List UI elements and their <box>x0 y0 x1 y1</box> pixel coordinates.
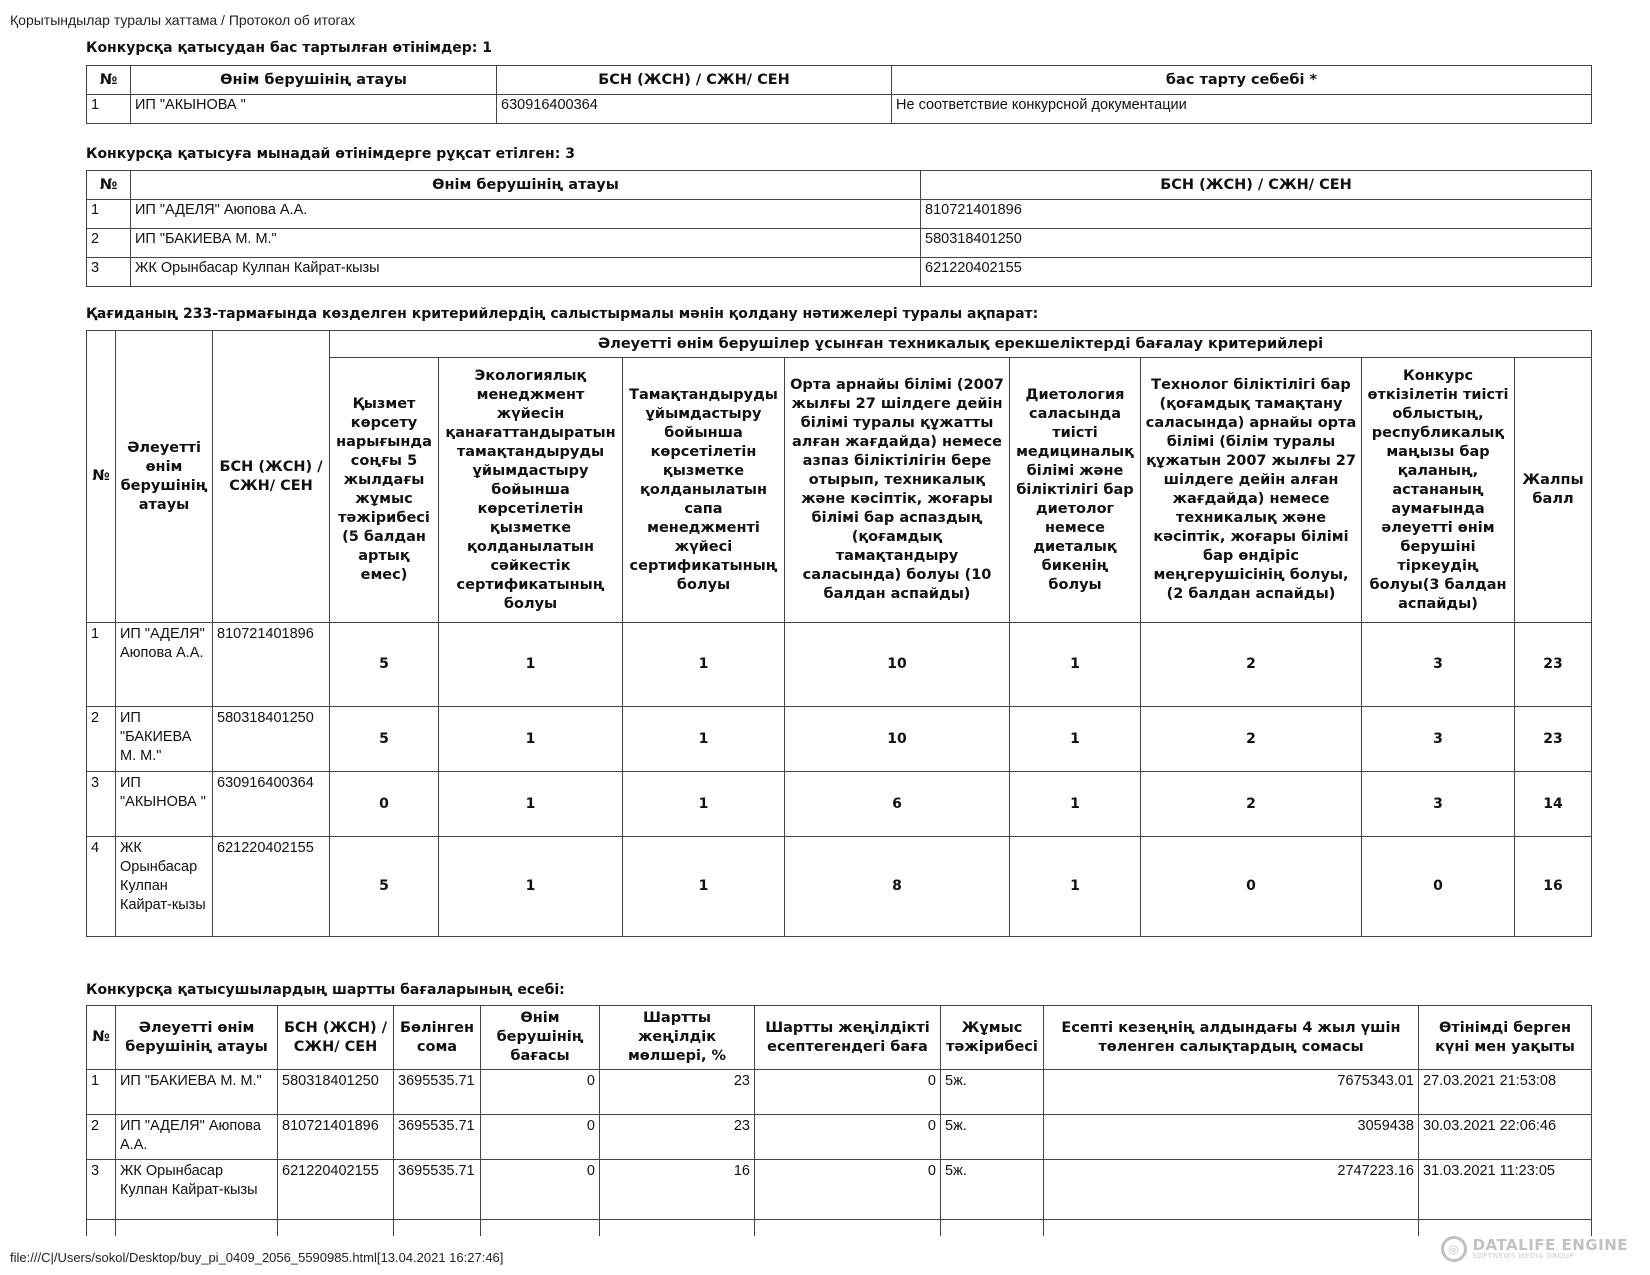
cell-no: 3 <box>87 258 131 287</box>
cell-bin: 630916400364 <box>497 95 892 124</box>
cell-submitted-at: 27.03.2021 21:53:08 <box>1419 1070 1592 1115</box>
cell-bin: 810721401896 <box>921 200 1592 229</box>
cell-score: 1 <box>439 772 623 837</box>
column-header: БСН (ЖСН) / СЖН/ СЕН <box>921 171 1592 200</box>
cell-name: ИП "АДЕЛЯ" Аюпова А.А. <box>131 200 921 229</box>
cell-score: 1 <box>623 623 785 707</box>
cell-no: 4 <box>87 837 116 937</box>
cell-bin: 621220402155 <box>213 837 330 937</box>
cell-taxes-paid: 2747223.16 <box>1044 1160 1419 1220</box>
cell-score: 1 <box>623 707 785 772</box>
column-header: Бөлінген сома <box>394 1006 481 1070</box>
cell-supplier-price: 0 <box>481 1070 600 1115</box>
cell-no: 1 <box>87 200 131 229</box>
column-header-criterion: Диетология саласында тиісті медициналық білімі және біліктілігі бар диетолог немесе диеталық бикенің болуы <box>1010 358 1141 623</box>
column-header: Шартты жеңілдік мөлшері, % <box>600 1006 755 1070</box>
table-header-row <box>87 1006 1592 1070</box>
table-row <box>87 95 1592 124</box>
cell-name: ИП "БАКИЕВА М. М." <box>116 707 213 772</box>
cell-name: ИП "АКЫНОВА " <box>116 772 213 837</box>
cell-taxes-paid: 3059438 <box>1044 1115 1419 1160</box>
column-header: Өтінімді берген күні мен уақыты <box>1419 1006 1592 1070</box>
cell-no: 1 <box>87 1070 116 1115</box>
empty-cell <box>755 1220 941 1237</box>
column-header: Есепті кезеңнің алдындағы 4 жыл үшін төленген салықтардың сомасы <box>1044 1006 1419 1070</box>
column-header: Өнім берушінің бағасы <box>481 1006 600 1070</box>
table-row <box>87 707 1592 772</box>
cell-score: 2 <box>1141 772 1362 837</box>
cell-total: 14 <box>1515 772 1592 837</box>
empty-cell <box>87 1220 116 1237</box>
cell-no: 2 <box>87 229 131 258</box>
criteria-group-header: Әлеуетті өнім берушілер ұсынған техникалық ерекшеліктерді бағалау критерийлері <box>330 331 1592 358</box>
empty-cell <box>1044 1220 1419 1237</box>
cell-bin: 580318401250 <box>278 1070 394 1115</box>
cell-bin: 621220402155 <box>921 258 1592 287</box>
page-header-title: Қорытындылар туралы хаттама / Протокол об итогах <box>10 12 356 28</box>
column-header: Шартты жеңілдікті есептегендегі баға <box>755 1006 941 1070</box>
empty-cell <box>394 1220 481 1237</box>
watermark-text <box>1473 1238 1628 1260</box>
cell-name: ЖК Орынбасар Кулпан Кайрат-кызы <box>116 1160 278 1220</box>
column-header-criterion: Конкурс өткізілетін тиісті облыстың, республикалық маңызы бар қаланың, астананың аумағында әлеуетті өнім берушіні тіркеудің болуы(3 балдан аспайды) <box>1362 358 1515 623</box>
cell-score: 5 <box>330 707 439 772</box>
table-header-row <box>87 171 1592 200</box>
cell-score: 8 <box>785 837 1010 937</box>
cell-score: 1 <box>1010 707 1141 772</box>
column-header-criterion: Қызмет көрсету нарығында соңғы 5 жылдағы жұмыс тәжірибесі (5 балдан артық емес) <box>330 358 439 623</box>
table-row <box>87 258 1592 287</box>
table-row <box>87 1115 1592 1160</box>
criteria-table <box>86 330 1592 937</box>
cell-score: 1 <box>439 837 623 937</box>
datalife-logo-icon: ◎ <box>1441 1236 1467 1262</box>
admitted-table <box>86 170 1592 287</box>
cell-allocated-sum: 3695535.71 <box>394 1070 481 1115</box>
empty-cell <box>941 1220 1044 1237</box>
column-header: БСН (ЖСН) / СЖН/ СЕН <box>497 66 892 95</box>
cell-allocated-sum: 3695535.71 <box>394 1115 481 1160</box>
cell-score: 1 <box>623 837 785 937</box>
table-row <box>87 1160 1592 1220</box>
column-header-name: Әлеуетті өнім берушінің атауы <box>116 331 213 623</box>
cell-bin: 630916400364 <box>213 772 330 837</box>
column-header-criterion: Экологиялық менеджмент жүйесін қанағаттандыратын тамақтандыруды ұйымдастыру бойынша көрсетілетін қызметке қолданылатын сәйкестік сертификатының болуы <box>439 358 623 623</box>
table-header-row <box>87 331 1592 358</box>
watermark-main-text: DATALIFE ENGINE <box>1472 1236 1628 1254</box>
prices-table <box>86 1005 1592 1236</box>
cell-score: 3 <box>1362 772 1515 837</box>
cell-no: 1 <box>87 95 131 124</box>
cell-total: 23 <box>1515 707 1592 772</box>
cell-discounted-price: 0 <box>755 1070 941 1115</box>
cell-submitted-at: 30.03.2021 22:06:46 <box>1419 1115 1592 1160</box>
cell-score: 6 <box>785 772 1010 837</box>
cell-score: 0 <box>330 772 439 837</box>
cell-name: ЖК Орынбасар Кулпан Кайрат-кызы <box>131 258 921 287</box>
column-header-total: Жалпы балл <box>1515 358 1592 623</box>
cell-no: 2 <box>87 1115 116 1160</box>
cell-name: ЖК Орынбасар Кулпан Кайрат-кызы <box>116 837 213 937</box>
table-row-continuation <box>87 1220 1592 1237</box>
empty-cell <box>1419 1220 1592 1237</box>
cell-score: 3 <box>1362 623 1515 707</box>
cell-taxes-paid: 7675343.01 <box>1044 1070 1419 1115</box>
column-header: Жұмыс тәжірибесі <box>941 1006 1044 1070</box>
cell-discount-percent: 16 <box>600 1160 755 1220</box>
page-footer-path: file:///C|/Users/sokol/Desktop/buy_pi_0409_2056_5590985.html[13.04.2021 16:27:46] <box>10 1250 504 1265</box>
cell-submitted-at: 31.03.2021 11:23:05 <box>1419 1160 1592 1220</box>
cell-score: 10 <box>785 707 1010 772</box>
rejected-section-title: Конкурсқа қатысудан бас тартылған өтінімдер: 1 <box>86 40 493 56</box>
cell-supplier-price: 0 <box>481 1115 600 1160</box>
cell-name: ИП "АДЕЛЯ" Аюпова А.А. <box>116 623 213 707</box>
cell-bin: 580318401250 <box>921 229 1592 258</box>
cell-discounted-price: 0 <box>755 1115 941 1160</box>
column-header-no: № <box>87 331 116 623</box>
cell-bin: 810721401896 <box>213 623 330 707</box>
empty-cell <box>116 1220 278 1237</box>
cell-discount-percent: 23 <box>600 1115 755 1160</box>
cell-score: 5 <box>330 837 439 937</box>
cell-name: ИП "АДЕЛЯ" Аюпова А.А. <box>116 1115 278 1160</box>
cell-experience: 5ж. <box>941 1160 1044 1220</box>
table-row <box>87 772 1592 837</box>
cell-total: 23 <box>1515 623 1592 707</box>
column-header: № <box>87 171 131 200</box>
cell-total: 16 <box>1515 837 1592 937</box>
cell-name: ИП "БАКИЕВА М. М." <box>116 1070 278 1115</box>
cell-score: 2 <box>1141 707 1362 772</box>
table-row <box>87 1070 1592 1115</box>
column-header: Өнім берушінің атауы <box>131 66 497 95</box>
cell-name: ИП "БАКИЕВА М. М." <box>131 229 921 258</box>
cell-no: 3 <box>87 772 116 837</box>
cell-score: 1 <box>1010 623 1141 707</box>
watermark-sub-text: SOFTNEWS MEDIA GROUP <box>1472 1252 1575 1260</box>
column-header-bin: БСН (ЖСН) / СЖН/ СЕН <box>213 331 330 623</box>
cell-bin: 810721401896 <box>278 1115 394 1160</box>
cell-score: 1 <box>623 772 785 837</box>
cell-score: 3 <box>1362 707 1515 772</box>
cell-score: 2 <box>1141 623 1362 707</box>
empty-cell <box>278 1220 394 1237</box>
cell-score: 1 <box>439 707 623 772</box>
cell-score: 1 <box>1010 837 1141 937</box>
table-row <box>87 623 1592 707</box>
column-header: № <box>87 66 131 95</box>
cell-score: 5 <box>330 623 439 707</box>
cell-score: 1 <box>439 623 623 707</box>
table-row <box>87 837 1592 937</box>
column-header: БСН (ЖСН) / СЖН/ СЕН <box>278 1006 394 1070</box>
cell-discounted-price: 0 <box>755 1160 941 1220</box>
cell-no: 3 <box>87 1160 116 1220</box>
column-header: бас тарту себебі * <box>892 66 1592 95</box>
column-header: № <box>87 1006 116 1070</box>
cell-score: 10 <box>785 623 1010 707</box>
cell-experience: 5ж. <box>941 1070 1044 1115</box>
table-header-row <box>87 66 1592 95</box>
prices-section-title: Конкурсқа қатысушылардың шартты бағаларының есебі: <box>86 982 565 998</box>
column-header: Өнім берушінің атауы <box>131 171 921 200</box>
empty-cell <box>600 1220 755 1237</box>
column-header-criterion: Тамақтандыруды ұйымдастыру бойынша көрсетілетін қызметке қолданылатын сапа менеджменті жүйесі сертификатының болуы <box>623 358 785 623</box>
cell-no: 1 <box>87 623 116 707</box>
column-header-criterion: Орта арнайы білімі (2007 жылғы 27 шілдеге дейін білімі туралы құжатты алған жағдайда) немесе азпаз біліктілігін бере отырып, техникалық және кәсіптік, жоғары білімі бар аспаздың (қоғамдық тамақтандыру саласында) болуы (10 балдан аспайды) <box>785 358 1010 623</box>
cell-no: 2 <box>87 707 116 772</box>
cell-reason: Не соответствие конкурсной документации <box>892 95 1592 124</box>
column-header: Әлеуетті өнім берушінің атауы <box>116 1006 278 1070</box>
cell-supplier-price: 0 <box>481 1160 600 1220</box>
cell-experience: 5ж. <box>941 1115 1044 1160</box>
cell-name: ИП "АКЫНОВА " <box>131 95 497 124</box>
cell-bin: 580318401250 <box>213 707 330 772</box>
cell-score: 0 <box>1141 837 1362 937</box>
table-row <box>87 229 1592 258</box>
rejected-table <box>86 65 1592 124</box>
cell-bin: 621220402155 <box>278 1160 394 1220</box>
watermark <box>1441 1236 1628 1262</box>
column-header-criterion: Технолог біліктілігі бар (қоғамдық тамақтану саласында) арнайы орта білімі (білім туралы құжатын 2007 жылғы 27 шілдеге дейін алған жағдайда) немесе техникалық және кәсіптік, жоғары білімі бар өндіріс меңгерушісінің болуы, (2 балдан аспайды) <box>1141 358 1362 623</box>
empty-cell <box>481 1220 600 1237</box>
table-row <box>87 200 1592 229</box>
cell-score: 1 <box>1010 772 1141 837</box>
cell-allocated-sum: 3695535.71 <box>394 1160 481 1220</box>
cell-discount-percent: 23 <box>600 1070 755 1115</box>
cell-score: 0 <box>1362 837 1515 937</box>
admitted-section-title: Конкурсқа қатысуға мынадай өтінімдерге рұқсат етілген: 3 <box>86 146 575 162</box>
criteria-section-title: Қағиданың 233-тармағында көзделген критерийлердің салыстырмалы мәнін қолдану нәтижелері туралы ақпарат: <box>86 306 1039 322</box>
